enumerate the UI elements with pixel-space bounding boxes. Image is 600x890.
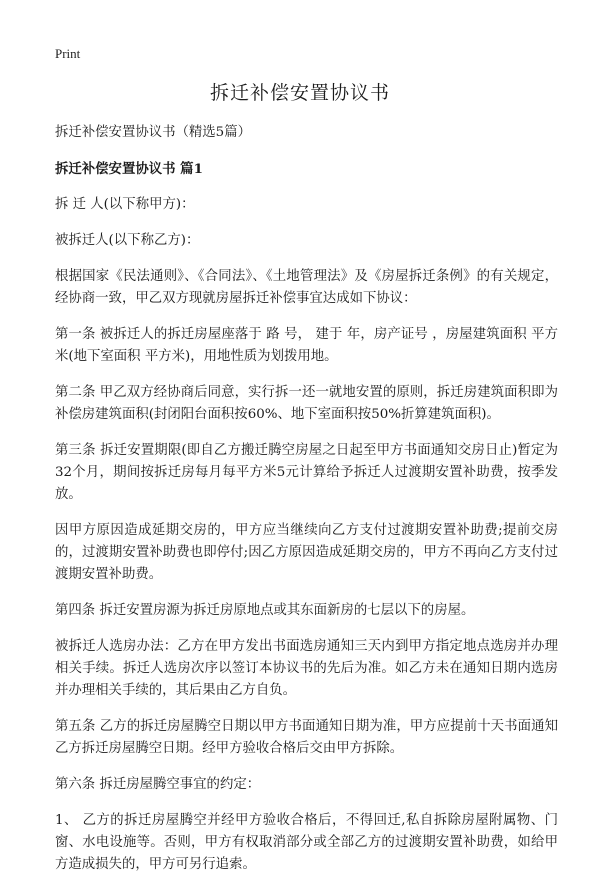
article-3-continued-paragraph: 因甲方原因造成延期交房的，甲方应当继续向乙方支付过渡期安置补助费;提前交房的，过渡期安置补助费也即停付;因乙方原因造成延期交房的，甲方不再向乙方支付过渡期安置补助费。 bbox=[55, 523, 558, 582]
preamble-paragraph: 根据国家《民法通则》、《合同法》、《土地管理法》及《房屋拆迁条例》的有关规定，经协商一致，甲乙双方现就房屋拆迁补偿事宜达成如下协议： bbox=[55, 269, 558, 306]
subtitle: 拆迁补偿安置协议书（精选5篇） bbox=[55, 125, 251, 140]
article-6-paragraph: 第六条 拆迁房屋腾空事宜的约定： bbox=[55, 777, 261, 792]
document-title: 拆迁补偿安置协议书 bbox=[209, 82, 390, 104]
article-1-paragraph: 第一条 被拆迁人的拆迁房屋座落于 路 号， 建于 年，房产证号 ，房屋建筑面积 平方米(地下室面积 平方米)，用地性质为划拨用地。 bbox=[55, 327, 558, 364]
article-6-item-1-paragraph: 1、 乙方的拆迁房屋腾空并经甲方验收合格后，不得回迁,私自拆除房屋附属物、门窗、水电设施等。否则，甲方有权取消部分或全部乙方的过渡期安置补助费，如给甲方造成损失的，甲方可另行追索。 bbox=[55, 813, 558, 872]
party-a-line: 拆 迁 人(以下称甲方)： bbox=[55, 197, 195, 212]
document-body bbox=[55, 122, 558, 890]
article-5-paragraph: 第五条 乙方的拆迁房屋腾空日期以甲方书面通知日期为准，甲方应提前十天书面通知乙方拆迁房屋腾空日期。经甲方验收合格后交由甲方拆除。 bbox=[55, 719, 558, 756]
room-selection-paragraph: 被拆迁人选房办法：乙方在甲方发出书面选房通知三天内到甲方指定地点选房并办理相关手续。拆迁人选房次序以签订本协议书的先后为准。如乙方未在通知日期内选房并办理相关手续的，其后果由乙方自负。 bbox=[55, 639, 558, 698]
article-4-paragraph: 第四条 拆迁安置房源为拆迁房原地点或其东面新房的七层以下的房屋。 bbox=[55, 603, 475, 618]
article-2-paragraph: 第二条 甲乙双方经协商后同意，实行拆一还一就地安置的原则，拆迁房建筑面积即为补偿房建筑面积(封闭阳台面积按60%、地下室面积按50%折算建筑面积)。 bbox=[55, 385, 558, 422]
section-heading: 拆迁补偿安置协议书 篇1 bbox=[55, 161, 203, 177]
article-3-paragraph: 第三条 拆迁安置期限(即自乙方搬迁腾空房屋之日起至甲方书面通知交房日止)暂定为32个月，期间按拆迁房每月每平方米5元计算给予拆迁人过渡期安置补助费，按季发放。 bbox=[55, 443, 558, 502]
party-b-line: 被拆迁人(以下称乙方)： bbox=[55, 233, 200, 248]
print-link[interactable]: Print bbox=[55, 46, 81, 61]
